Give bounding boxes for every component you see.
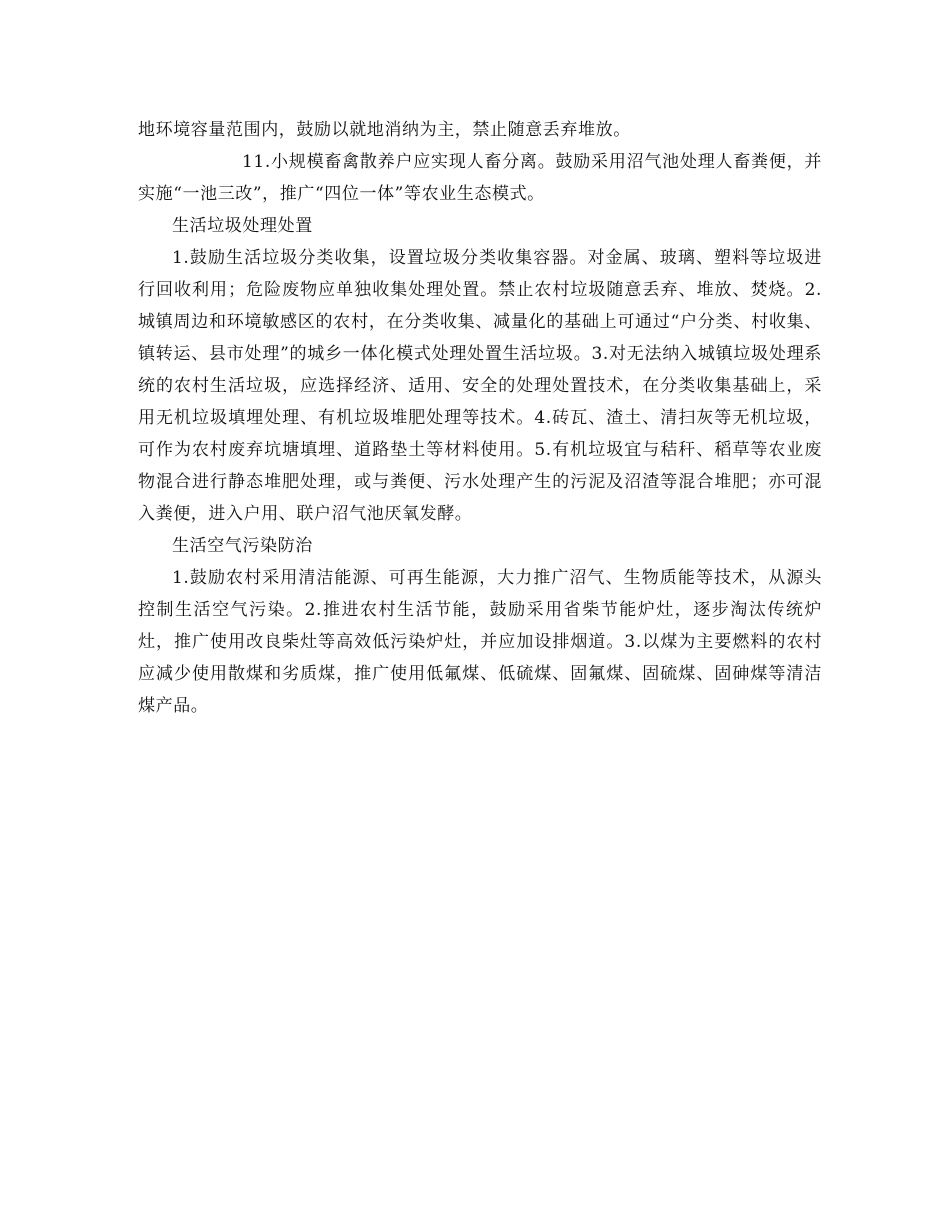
document-page (138, 114, 822, 722)
section-heading-air: 生活空气污染防治 (172, 536, 313, 556)
paragraph-continued: 地环境容量范围内，鼓励以就地消纳为主，禁止随意丢弃堆放。 (138, 120, 631, 140)
paragraph-garbage: 1.鼓励生活垃圾分类收集，设置垃圾分类收集容器。对金属、玻璃、塑料等垃圾进行回收利用；危险废物应单独收集处理处置。禁止农村垃圾随意丢弃、堆放、焚烧。2.城镇周边和环境敏感区的农村，在分类收集、减量化的基础上可通过“户分类、村收集、镇转运、县市处理”的城乡一体化模式处理处置生活垃圾。3.对无法纳入城镇垃圾处理系统的农村生活垃圾，应选择经济、适用、安全的处理处置技术，在分类收集基础上，采用无机垃圾填埋处理、有机垃圾堆肥处理等技术。4.砖瓦、渣土、清扫灰等无机垃圾，可作为农村废弃坑塘填埋、道路垫土等材料使用。5.有机垃圾宜与秸秆、稻草等农业废物混合进行静态堆肥处理，或与粪便、污水处理产生的污泥及沼渣等混合堆肥；亦可混入粪便，进入户用、联户沼气池厌氧发酵。 (138, 248, 822, 524)
paragraph-item-11: 11.小规模畜禽散养户应实现人畜分离。鼓励采用沼气池处理人畜粪便，并实施“一池三改”，推广“四位一体”等农业生态模式。 (138, 152, 822, 204)
section-heading-garbage: 生活垃圾处理处置 (172, 216, 313, 236)
paragraph-air: 1.鼓励农村采用清洁能源、可再生能源，大力推广沼气、生物质能等技术，从源头控制生活空气污染。2.推进农村生活节能，鼓励采用省柴节能炉灶，逐步淘汰传统炉灶，推广使用改良柴灶等高效低污染炉灶，并应加设排烟道。3.以煤为主要燃料的农村应减少使用散煤和劣质煤，推广使用低氟煤、低硫煤、固氟煤、固硫煤、固砷煤等清洁煤产品。 (138, 568, 822, 716)
